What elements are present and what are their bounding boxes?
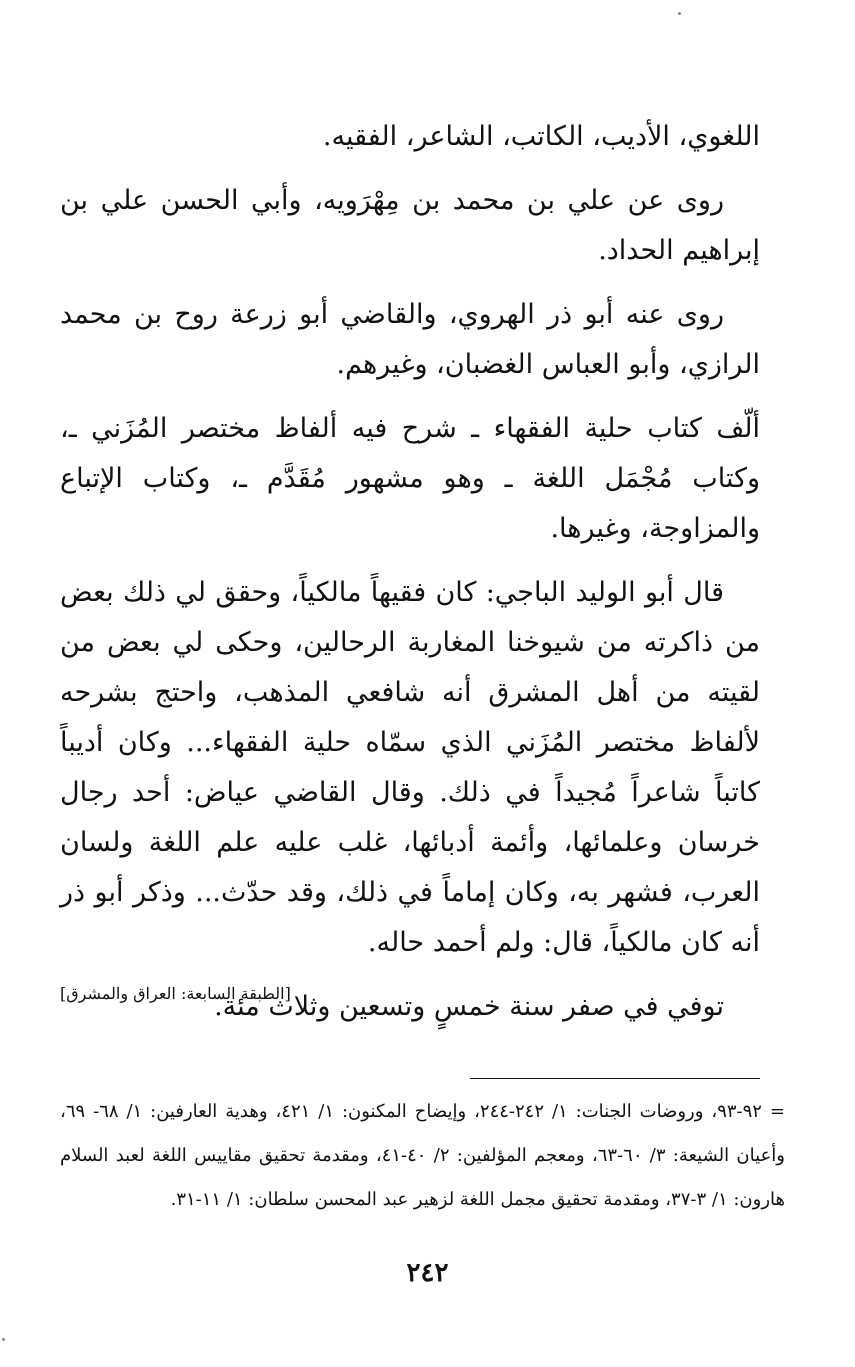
footnote-text: = ٩٢-٩٣، وروضات الجنات: ١/ ٢٤٢-٢٤٤، وإيضاح المكنون: ١/ ٤٢١، وهدية العارفين: ١/ ٦٨- ٦٩، وأعيان الشيعة: ٣/ ٦٠-٦٣، ومعجم المؤلفين: ٢/ ٤٠-٤١، ومقدمة تحقيق مقاييس اللغة لعبد السلام هارون: ١/ ٣-٣٧، ومقدمة تحقيق مجمل اللغة لزهير عبد المحسن سلطان: ١/ ١١-٣١. [60, 1101, 786, 1210]
paragraph-narrated-from: روى عن علي بن محمد بن مِهْرَويه، وأبي الحسن علي بن إبراهيم الحداد. [60, 185, 760, 266]
paragraph-attributes: اللغوي، الأديب، الكاتب، الشاعر، الفقيه. [322, 121, 760, 152]
section-note: [الطبقة السابعة: العراق والمشرق] [60, 984, 291, 1003]
paragraph-opinions: قال أبو الوليد الباجي: كان فقيهاً مالكياً، وحقق لي ذلك بعض من ذاكرته من شيوخنا المغاربة الرحالين، وحكى لي بعض من لقيته من أهل المشرق أنه شافعي المذهب، واحتج بشرحه لألفاظ مختصر المُزَني الذي سمّاه حلية الفقهاء... وكان أديباً كاتباً شاعراً مُجيداً في ذلك. وقال القاضي عياض: أحد رجال خرسان وعلمائها، وأئمة أدبائها، غلب عليه علم اللغة ولسان العرب، فشهر به، وكان إماماً في ذلك، وقد حدّث... وذكر أبو ذر أنه كان مالكياً، قال: ولم أحمد حاله. [60, 577, 760, 958]
footnotes [60, 1090, 785, 1222]
scan-speck [678, 12, 681, 15]
paragraph-death: توفي في صفر سنة خمسٍ وتسعين وثلاث مئة. [214, 991, 724, 1022]
paragraph-works: ألّف كتاب حلية الفقهاء ـ شرح فيه ألفاظ مختصر المُزَني ـ، وكتاب مُجْمَل اللغة ـ وهو مشهور مُقَدَّم ـ، وكتاب الإتباع والمزاوجة، وغيرها. [60, 413, 760, 544]
footnote-divider [470, 1078, 760, 1079]
paragraph-narrated-by: روى عنه أبو ذر الهروي، والقاضي أبو زرعة روح بن محمد الرازي، وأبو العباس الغضبان، وغيرهم. [60, 299, 760, 380]
scan-speck [2, 1338, 5, 1341]
main-text [60, 112, 760, 1046]
page-number: ٢٤٢ [406, 1258, 449, 1288]
